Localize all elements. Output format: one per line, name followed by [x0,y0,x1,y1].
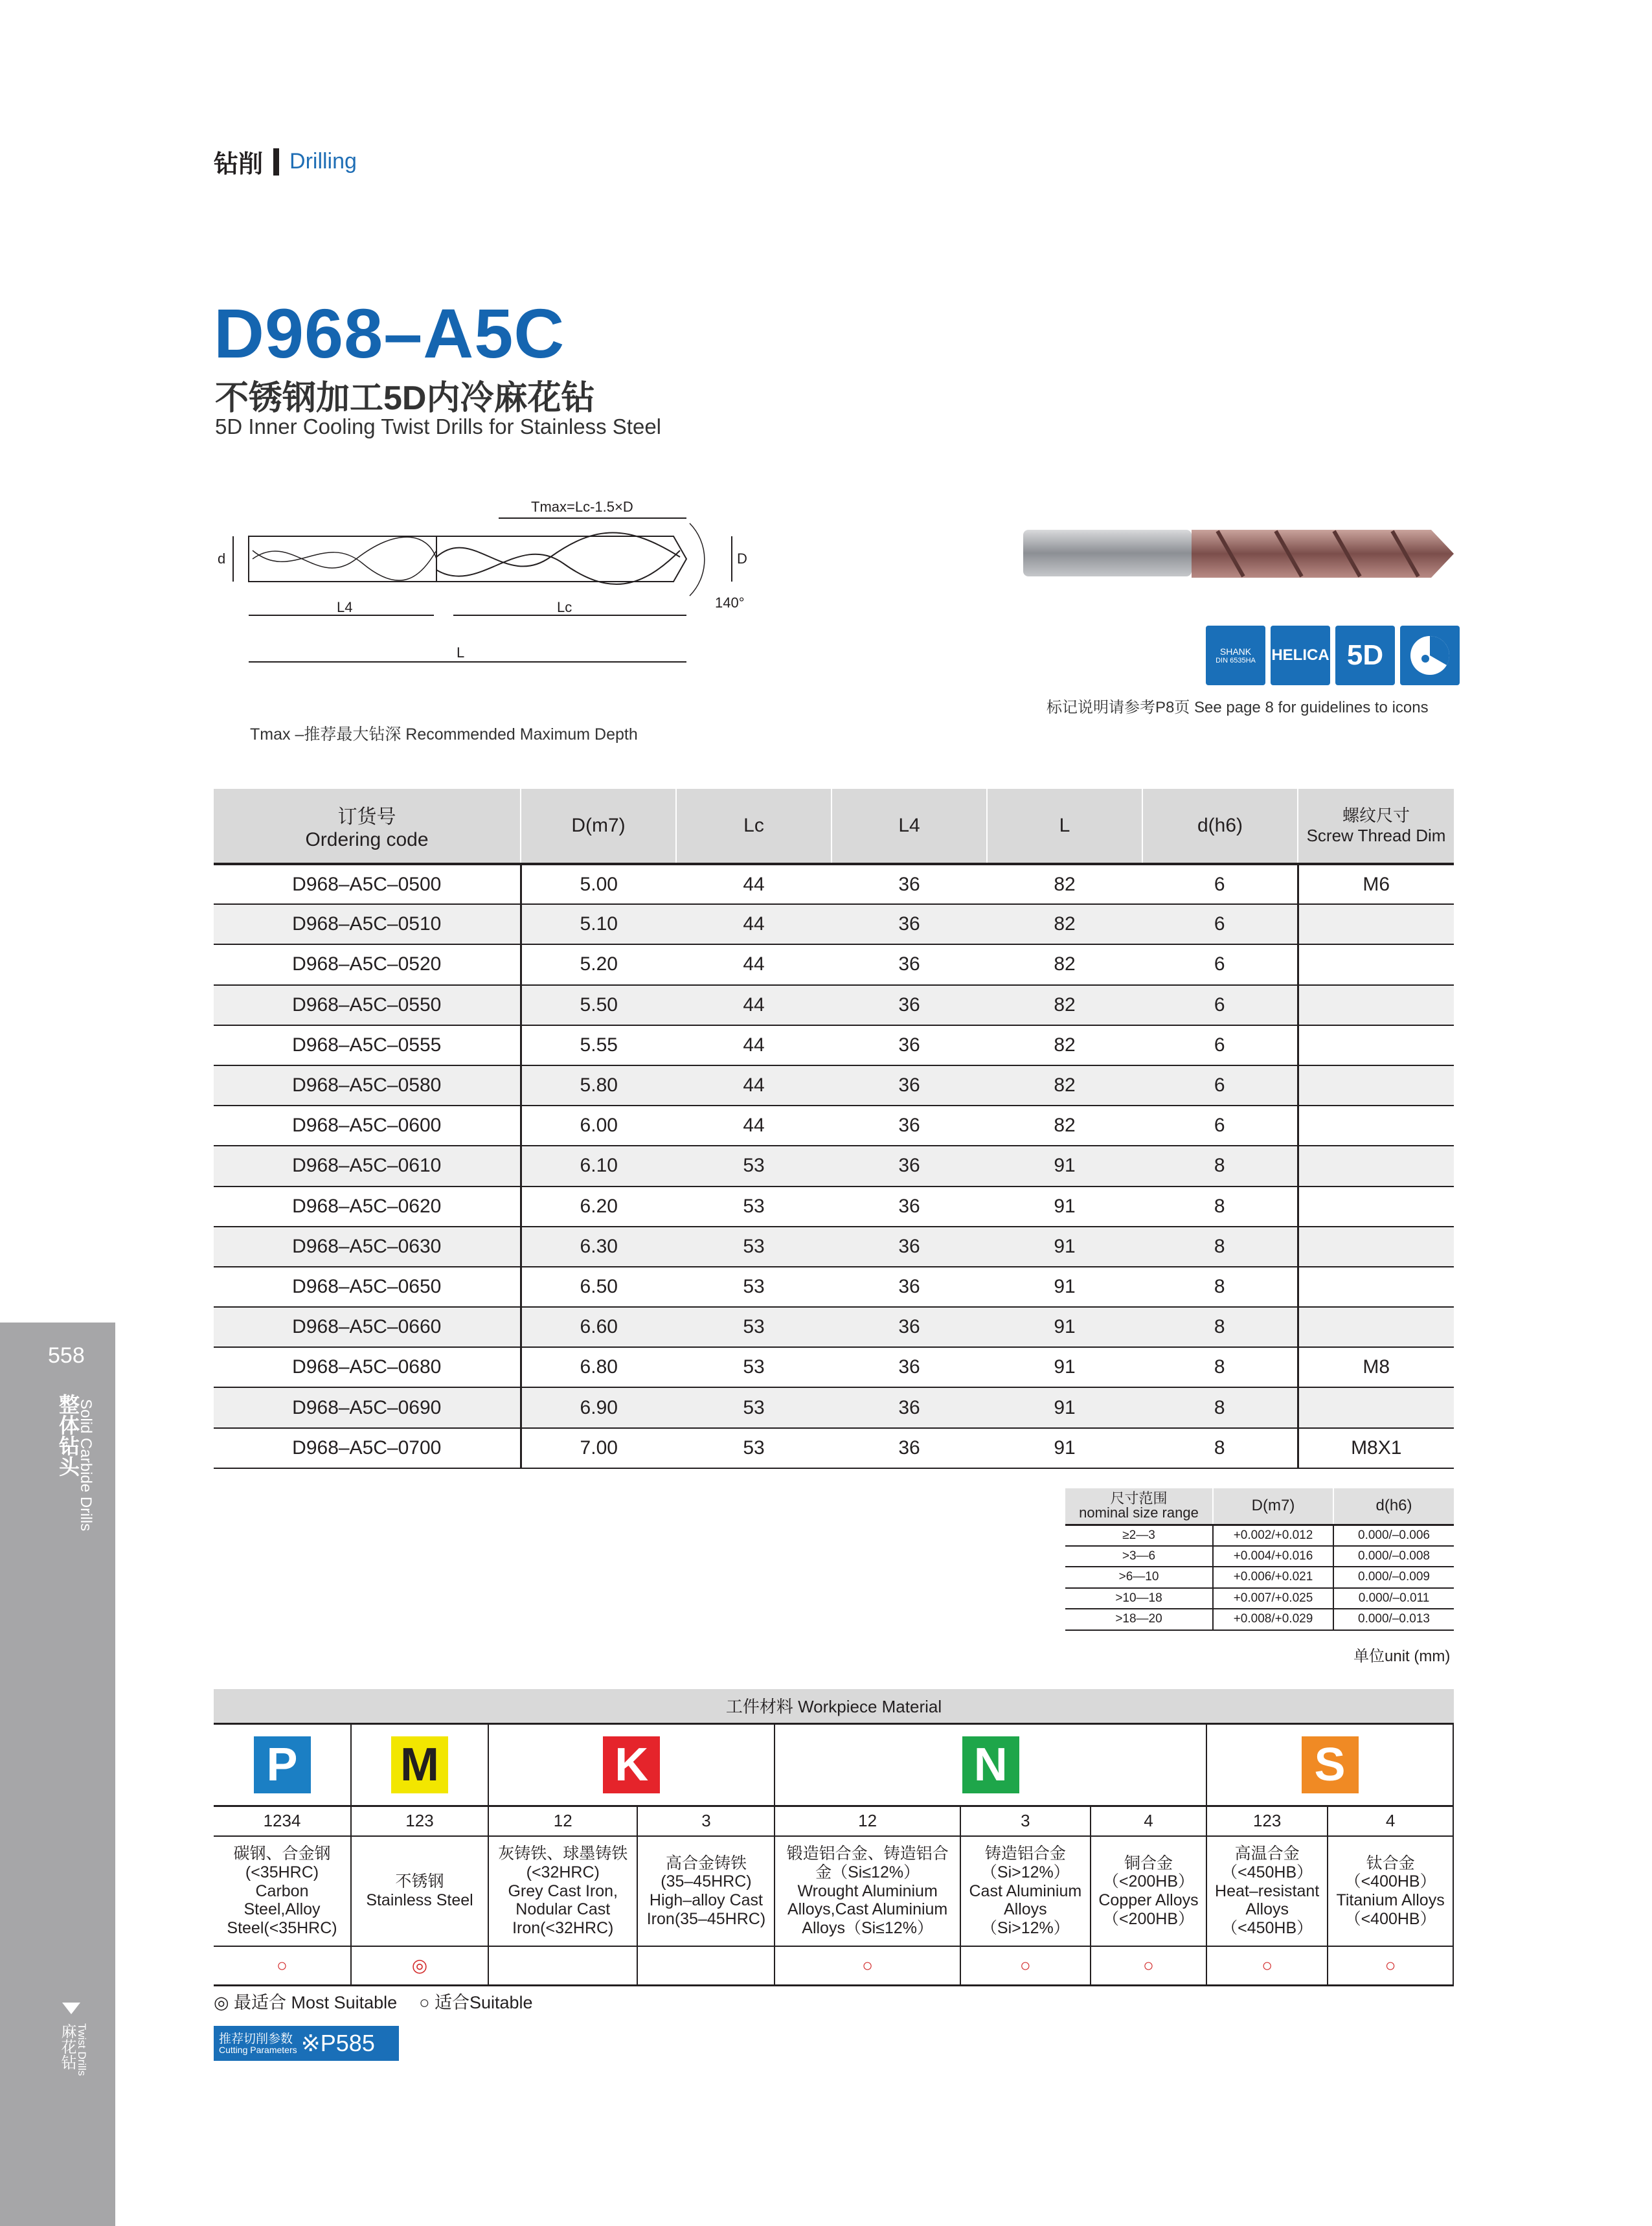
label-d: d [218,551,226,567]
group-S [1206,1725,1453,1806]
cell-code: D968–A5C–0630 [214,1227,521,1267]
cell-code: D968–A5C–0550 [214,985,521,1025]
section-header [214,144,357,179]
cell-L: 91 [987,1387,1142,1427]
desc-line: 高温合金 [1234,1845,1300,1863]
product-title-cn: 不锈钢加工5D内冷麻花钻 [215,380,595,417]
cell-L: 91 [987,1428,1142,1468]
cell-L4: 36 [832,1146,987,1186]
desc-line: 铸造铝合金 [984,1845,1066,1863]
table-row [214,904,1454,944]
coolant-icon [1400,626,1460,685]
col-d: d(h6) [1142,789,1298,864]
material-description-row [214,1836,1453,1946]
cell-t [1298,1387,1454,1427]
cell-L: 82 [987,904,1142,944]
cell-code: D968–A5C–0690 [214,1387,521,1427]
tol-cell-D: +0.007/+0.025 [1213,1588,1333,1609]
cell-D: 6.20 [521,1187,676,1227]
desc-line: (<35HRC) [245,1863,319,1881]
group-K-icon: K [603,1736,660,1793]
cell-t: M8X1 [1298,1428,1454,1468]
cell-t: M8 [1298,1347,1454,1387]
cell-d: 6 [1142,864,1298,904]
desc-line: 金（Si≤12%） [815,1863,920,1881]
tolerance-table [1065,1488,1454,1631]
tolerance-row [1065,1588,1454,1609]
table-row [214,1307,1454,1347]
cell-D: 5.00 [521,864,676,904]
desc-line: 铜合金 [1124,1854,1173,1872]
cell-D: 6.50 [521,1267,676,1307]
cell-D: 6.10 [521,1146,676,1186]
legend-suitable: ○ 适合Suitable [419,1993,533,2012]
subgroup-cell: 123 [351,1806,488,1836]
tmax-formula: Tmax=Lc-1.5×D [531,499,633,515]
label-L: L [457,644,465,661]
cell-L4: 36 [832,1065,987,1106]
cell-D: 6.90 [521,1387,676,1427]
desc-line: 高合金铸铁 [665,1854,747,1872]
cell-Lc: 53 [676,1187,832,1227]
desc-line: （Si>12%） [980,1919,1070,1938]
cell-d: 8 [1142,1347,1298,1387]
desc-line: （<400HB） [1344,1909,1436,1928]
subgroup-cell: 3 [637,1806,775,1836]
material-desc-cell [351,1836,488,1946]
table-row [214,1347,1454,1387]
depth-5d-icon: 5D [1335,626,1395,685]
cell-D: 5.50 [521,985,676,1025]
material-subgroup-row [214,1806,1453,1836]
cell-Lc: 53 [676,1146,832,1186]
col-L4: L4 [832,789,987,864]
desc-line: (<32HRC) [526,1863,600,1881]
cell-t [1298,1025,1454,1065]
cell-Lc: 44 [676,904,832,944]
workpiece-material-section [214,1689,1454,1986]
cell-D: 7.00 [521,1428,676,1468]
material-desc-cell [1328,1836,1453,1946]
table-row [214,1146,1454,1186]
cell-code: D968–A5C–0610 [214,1146,521,1186]
cell-L4: 36 [832,1428,987,1468]
col-tol-D: D(m7) [1213,1488,1333,1525]
material-desc-cell [1206,1836,1328,1946]
tol-cell-d: 0.000/–0.008 [1333,1546,1454,1567]
desc-line: （<450HB） [1221,1863,1313,1881]
tol-cell-r: >10—18 [1065,1588,1213,1609]
subgroup-cell: 4 [1328,1806,1453,1836]
desc-line: 不锈钢 [395,1872,444,1891]
cell-L: 82 [987,1065,1142,1106]
subcategory-en: Twist Drills [76,2023,88,2076]
cell-t [1298,1146,1454,1186]
subgroup-cell: 3 [960,1806,1091,1836]
helica-icon: HELICA [1271,626,1330,685]
cell-D: 6.80 [521,1347,676,1387]
desc-line: Wrought Aluminium [797,1881,938,1900]
desc-line: Carbon [255,1881,309,1900]
cell-code: D968–A5C–0500 [214,864,521,904]
desc-line: Alloys（Si≤12%） [802,1919,933,1938]
material-desc-cell [637,1836,775,1946]
tol-cell-D: +0.004/+0.016 [1213,1546,1333,1567]
suitability-cell: ○ [960,1946,1091,1985]
subcategory-cn: 麻花钻 [58,2023,76,2070]
tol-cell-d: 0.000/–0.006 [1333,1525,1454,1546]
legend-most-suitable: ◎ 最适合 Most Suitable [214,1993,398,2012]
table-row [214,1187,1454,1227]
desc-line: 钛合金 [1366,1854,1415,1872]
subgroup-cell: 12 [775,1806,960,1836]
cell-t [1298,1187,1454,1227]
desc-line: Steel,Alloy [243,1900,321,1919]
tol-cell-D: +0.002/+0.012 [1213,1525,1333,1546]
table-row [214,864,1454,904]
desc-line: Copper Alloys [1098,1891,1199,1909]
cell-code: D968–A5C–0660 [214,1307,521,1347]
col-Lc: Lc [676,789,832,864]
cell-t [1298,1267,1454,1307]
cell-Lc: 44 [676,985,832,1025]
side-tab [0,1323,115,2226]
product-table [214,789,1454,1469]
desc-line: (35–45HRC) [661,1872,752,1891]
cell-L4: 36 [832,1106,987,1146]
cell-d: 6 [1142,985,1298,1025]
cell-L: 91 [987,1307,1142,1347]
label-D: D [737,551,747,567]
cell-code: D968–A5C–0680 [214,1347,521,1387]
desc-line: （Si>12%） [980,1863,1070,1881]
col-thread: 螺纹尺寸 Screw Thread Dim [1298,789,1454,864]
cell-Lc: 44 [676,1106,832,1146]
drill-photo [1023,518,1457,589]
table-row [214,1106,1454,1146]
product-title-en: 5D Inner Cooling Twist Drills for Stainless Steel [215,415,662,438]
tolerance-row [1065,1525,1454,1546]
label-Lc: Lc [557,599,572,615]
cell-t: M6 [1298,864,1454,904]
category-en: Solid Carbide Drills [77,1399,95,1532]
material-desc-cell [960,1836,1091,1946]
cell-D: 5.80 [521,1065,676,1106]
cell-d: 6 [1142,1025,1298,1065]
table-row [214,1267,1454,1307]
category-cn: 整体钻头 [56,1394,80,1477]
material-desc-cell [1091,1836,1206,1946]
table-row [214,1025,1454,1065]
desc-line: （<450HB） [1221,1919,1313,1938]
triangle-marker-icon [62,2003,80,2014]
cell-L4: 36 [832,904,987,944]
cell-L4: 36 [832,985,987,1025]
suitability-cell: ○ [214,1946,351,1985]
cell-Lc: 44 [676,1025,832,1065]
cutting-parameters-page: ※P585 [300,2030,375,2056]
subgroup-cell: 4 [1091,1806,1206,1836]
section-divider [273,148,279,176]
suitability-row [214,1946,1453,1985]
cell-Lc: 53 [676,1267,832,1307]
group-M-icon: M [391,1736,448,1793]
shank-outline [249,536,436,582]
tol-cell-D: +0.006/+0.021 [1213,1567,1333,1588]
material-table [214,1725,1454,1986]
suitability-cell: ○ [1091,1946,1206,1985]
tolerance-header-row [1065,1488,1454,1525]
cell-L4: 36 [832,944,987,984]
drill-drawing [214,492,771,687]
cell-L: 91 [987,1227,1142,1267]
col-size-range: 尺寸范围 nominal size range [1065,1488,1213,1525]
tolerance-row [1065,1609,1454,1630]
table-header-row [214,789,1454,864]
cell-L4: 36 [832,1267,987,1307]
group-N [775,1725,1206,1806]
cell-Lc: 53 [676,1347,832,1387]
cell-Lc: 53 [676,1387,832,1427]
cell-t [1298,944,1454,984]
desc-line: Alloys [1245,1900,1289,1919]
label-L4: L4 [337,599,353,615]
tol-cell-r: >6—10 [1065,1567,1213,1588]
cell-L: 82 [987,944,1142,984]
cell-L: 91 [987,1347,1142,1387]
cell-d: 6 [1142,1106,1298,1146]
cell-Lc: 53 [676,1227,832,1267]
col-tol-d: d(h6) [1333,1488,1454,1525]
cell-code: D968–A5C–0600 [214,1106,521,1146]
cell-d: 8 [1142,1187,1298,1227]
material-band: 工件材料 Workpiece Material [214,1689,1454,1725]
unit-note: 单位unit (mm) [1353,1648,1451,1665]
tol-cell-r: >3—6 [1065,1546,1213,1567]
cell-L: 91 [987,1187,1142,1227]
cell-L4: 36 [832,1227,987,1267]
cell-L4: 36 [832,1347,987,1387]
table-row [214,944,1454,984]
cutting-parameters-link[interactable]: 推荐切削参数 Cutting Parameters ※P585 [214,2026,399,2061]
suitability-cell: ○ [1328,1946,1453,1985]
tol-cell-d: 0.000/–0.011 [1333,1588,1454,1609]
cell-code: D968–A5C–0555 [214,1025,521,1065]
cell-D: 6.00 [521,1106,676,1146]
desc-line: Iron(<32HRC) [512,1919,614,1938]
suitability-cell: ○ [1206,1946,1328,1985]
desc-line: Grey Cast Iron, [508,1881,618,1900]
tmax-note: Tmax –推荐最大钻深 Recommended Maximum Depth [250,725,638,744]
drill-shank [1023,530,1192,576]
cell-L: 91 [987,1267,1142,1307]
material-desc-cell [214,1836,351,1946]
col-ordering-code: 订货号 Ordering code [214,789,521,864]
product-code: D968–A5C [214,294,565,372]
cell-Lc: 44 [676,1065,832,1106]
cell-L4: 36 [832,1307,987,1347]
group-P-icon: P [254,1736,311,1793]
tol-cell-r: ≥2—3 [1065,1525,1213,1546]
desc-line: Steel(<35HRC) [227,1919,337,1938]
cell-L4: 36 [832,1025,987,1065]
group-N-icon: N [962,1736,1019,1793]
cell-L: 82 [987,1106,1142,1146]
suitability-cell: ○ [775,1946,960,1985]
tol-cell-r: >18—20 [1065,1609,1213,1630]
subgroup-cell: 1234 [214,1806,351,1836]
desc-line: Alloys,Cast Aluminium [787,1900,948,1919]
cell-t [1298,1065,1454,1106]
cell-D: 5.10 [521,904,676,944]
desc-line: （<200HB） [1102,1909,1194,1928]
table-row [214,1387,1454,1427]
table-row [214,1065,1454,1106]
cell-code: D968–A5C–0580 [214,1065,521,1106]
desc-line: Titanium Alloys [1336,1891,1445,1909]
tolerance-row [1065,1546,1454,1567]
cell-Lc: 44 [676,864,832,904]
cell-L4: 36 [832,864,987,904]
shank-din-icon: SHANK DIN 6535HA [1206,626,1265,685]
cell-Lc: 53 [676,1307,832,1347]
cell-d: 8 [1142,1227,1298,1267]
cell-d: 8 [1142,1146,1298,1186]
desc-line: （<200HB） [1102,1872,1194,1891]
group-K [488,1725,775,1806]
desc-line: Cast Aluminium [969,1881,1082,1900]
tol-cell-D: +0.008/+0.029 [1213,1609,1333,1630]
cell-D: 6.30 [521,1227,676,1267]
desc-line: Stainless Steel [366,1891,473,1909]
cell-Lc: 53 [676,1428,832,1468]
subgroup-cell: 123 [1206,1806,1328,1836]
suitability-legend [214,1988,533,2014]
group-M [351,1725,488,1806]
cell-D: 6.60 [521,1307,676,1347]
material-group-row [214,1725,1453,1806]
suitability-cell: ◎ [351,1946,488,1985]
feature-icons [1206,626,1460,685]
subgroup-cell: 12 [488,1806,637,1836]
desc-line: High–alloy Cast [649,1891,763,1909]
cell-t [1298,1307,1454,1347]
cell-d: 8 [1142,1428,1298,1468]
col-D: D(m7) [521,789,676,864]
cell-t [1298,1227,1454,1267]
tol-cell-d: 0.000/–0.009 [1333,1567,1454,1588]
cell-d: 6 [1142,944,1298,984]
icon-guideline-note: 标记说明请参考P8页 See page 8 for guidelines to icons [1047,699,1429,716]
desc-line: 锻造铝合金、铸造铝合 [786,1845,949,1863]
material-desc-cell [775,1836,960,1946]
cell-L: 82 [987,864,1142,904]
cell-t [1298,1106,1454,1146]
suitability-cell [488,1946,637,1985]
cell-code: D968–A5C–0650 [214,1267,521,1307]
cell-L: 91 [987,1146,1142,1186]
suitability-cell [637,1946,775,1985]
desc-line: 灰铸铁、球墨铸铁 [498,1845,628,1863]
cell-d: 6 [1142,1065,1298,1106]
page-number: 558 [48,1343,85,1368]
tol-cell-d: 0.000/–0.013 [1333,1609,1454,1630]
cell-L: 82 [987,985,1142,1025]
cell-L4: 36 [832,1387,987,1427]
cell-d: 8 [1142,1387,1298,1427]
table-row [214,985,1454,1025]
col-L: L [987,789,1142,864]
point-angle: 140° [715,595,745,611]
section-title-cn: 钻削 [214,151,264,178]
section-title-en: Drilling [289,149,357,174]
desc-line: Iron(35–45HRC) [646,1909,766,1928]
desc-line: 碳钢、合金钢 [233,1845,331,1863]
cell-code: D968–A5C–0620 [214,1187,521,1227]
cell-code: D968–A5C–0510 [214,904,521,944]
group-S-icon: S [1302,1736,1359,1793]
cell-code: D968–A5C–0700 [214,1428,521,1468]
cell-D: 5.55 [521,1025,676,1065]
cell-Lc: 44 [676,944,832,984]
cell-D: 5.20 [521,944,676,984]
desc-line: Nodular Cast [515,1900,611,1919]
desc-line: Heat–resistant [1215,1881,1320,1900]
desc-line: （<400HB） [1344,1872,1436,1891]
group-P [214,1725,351,1806]
cell-d: 6 [1142,904,1298,944]
cell-t [1298,904,1454,944]
table-row [214,1428,1454,1468]
tolerance-row [1065,1567,1454,1588]
desc-line: Alloys [1003,1900,1047,1919]
cell-d: 8 [1142,1307,1298,1347]
material-desc-cell [488,1836,637,1946]
table-row [214,1227,1454,1267]
cell-code: D968–A5C–0520 [214,944,521,984]
cell-L4: 36 [832,1187,987,1227]
cell-d: 8 [1142,1267,1298,1307]
cell-t [1298,985,1454,1025]
cell-L: 82 [987,1025,1142,1065]
